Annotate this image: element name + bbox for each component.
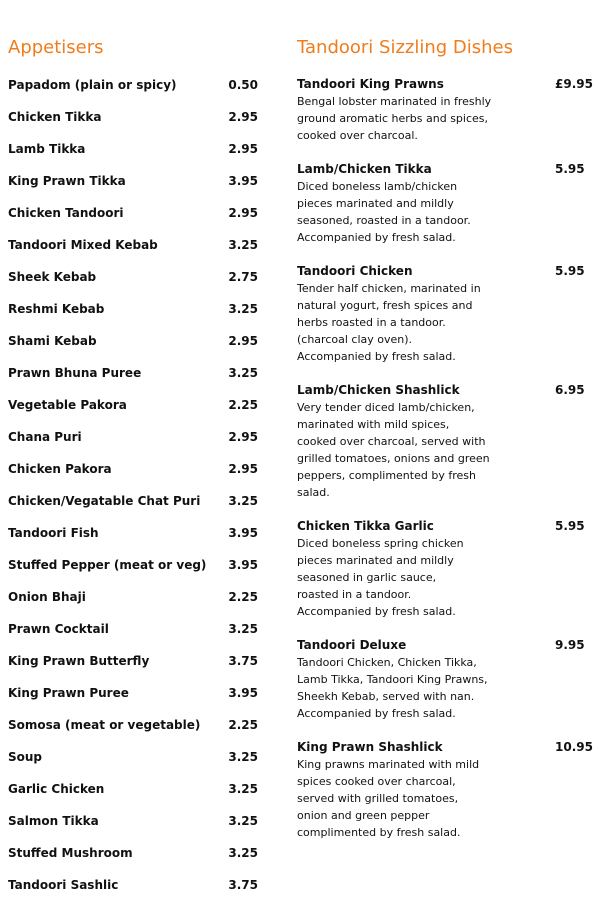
appetiser-price: 3.95 [228,526,258,540]
dish-name: Chicken Tikka Garlic [297,519,434,533]
appetiser-price: 3.95 [228,686,258,700]
appetiser-item [8,556,260,588]
appetisers-list [8,76,260,908]
appetiser-name: Tandoori Fish [8,526,99,540]
dish-name: King Prawn Shashlick [297,740,443,754]
appetiser-price: 2.95 [228,206,258,220]
appetiser-price: 2.25 [228,398,258,412]
tandoori-dish [297,637,593,722]
appetiser-price: 3.25 [228,494,258,508]
dish-description: Diced boneless spring chicken pieces marinated and mildly seasoned in garlic sauce, roasted in a tandoor. Accompanied by fresh salad. [297,537,464,618]
appetiser-name: King Prawn Tikka [8,174,126,188]
appetiser-item [8,364,260,396]
dish-description: Bengal lobster marinated in freshly ground aromatic herbs and spices, cooked over charcoal. [297,95,492,142]
appetiser-name: Chicken Tandoori [8,206,124,220]
appetiser-item [8,716,260,748]
appetiser-item [8,268,260,300]
dish-price: 5.95 [555,264,585,278]
dish-name: Tandoori King Prawns [297,77,444,91]
appetiser-price: 3.25 [228,782,258,796]
appetiser-price: 2.95 [228,110,258,124]
appetiser-price: 2.25 [228,590,258,604]
tandoori-dish [297,518,593,620]
dish-price: 5.95 [555,519,585,533]
dish-price: 5.95 [555,162,585,176]
appetiser-item [8,876,260,908]
appetiser-item [8,460,260,492]
appetiser-price: 3.25 [228,622,258,636]
appetiser-item [8,428,260,460]
appetiser-item [8,780,260,812]
appetiser-name: Chicken/Vegatable Chat Puri [8,494,201,508]
appetisers-title: Appetisers [8,37,104,58]
appetiser-name: King Prawn Butterfly [8,654,150,668]
appetiser-name: Tandoori Sashlic [8,878,119,892]
appetiser-item [8,620,260,652]
dish-price: 9.95 [555,638,585,652]
tandoori-dish [297,76,593,144]
dish-price: 6.95 [555,383,585,397]
appetiser-item [8,588,260,620]
appetiser-name: Sheek Kebab [8,270,97,284]
appetiser-item [8,748,260,780]
appetiser-item [8,172,260,204]
appetiser-item [8,812,260,844]
appetiser-item [8,652,260,684]
appetiser-price: 2.75 [228,270,258,284]
tandoori-list [297,76,593,858]
appetiser-price: 3.25 [228,302,258,316]
appetiser-item [8,300,260,332]
appetiser-name: Chana Puri [8,430,82,444]
appetiser-name: Onion Bhaji [8,590,86,604]
appetiser-name: Lamb Tikka [8,142,86,156]
dish-price: £9.95 [555,77,593,91]
appetiser-price: 3.25 [228,238,258,252]
appetiser-name: Reshmi Kebab [8,302,105,316]
appetiser-price: 3.95 [228,174,258,188]
appetiser-price: 2.95 [228,462,258,476]
appetiser-name: Tandoori Mixed Kebab [8,238,158,252]
dish-description: Tender half chicken, marinated in natural yogurt, fresh spices and herbs roasted in a tandoor. (charcoal clay oven). Accompanied by fresh salad. [297,282,481,363]
dish-name: Lamb/Chicken Shashlick [297,383,460,397]
appetiser-name: Chicken Tikka [8,110,102,124]
appetiser-price: 2.25 [228,718,258,732]
appetiser-price: 3.25 [228,814,258,828]
appetiser-name: King Prawn Puree [8,686,129,700]
appetiser-price: 3.95 [228,558,258,572]
appetiser-item [8,396,260,428]
appetiser-name: Stuffed Mushroom [8,846,133,860]
appetiser-name: Salmon Tikka [8,814,99,828]
appetiser-price: 3.75 [228,878,258,892]
tandoori-dish [297,739,593,841]
dish-name: Tandoori Chicken [297,264,413,278]
appetiser-name: Somosa (meat or vegetable) [8,718,201,732]
appetiser-price: 0.50 [228,78,258,92]
dish-description: Tandoori Chicken, Chicken Tikka, Lamb Tikka, Tandoori King Prawns, Sheekh Kebab, served with nan. Accompanied by fresh salad. [297,656,488,720]
appetiser-price: 3.75 [228,654,258,668]
appetiser-item [8,684,260,716]
appetiser-price: 3.25 [228,750,258,764]
appetiser-price: 2.95 [228,334,258,348]
appetiser-item [8,76,260,108]
tandoori-dish [297,263,593,365]
dish-price: 10.95 [555,740,593,754]
appetiser-item [8,492,260,524]
appetiser-price: 2.95 [228,142,258,156]
appetiser-name: Chicken Pakora [8,462,112,476]
appetiser-name: Prawn Cocktail [8,622,109,636]
appetiser-item [8,332,260,364]
dish-name: Tandoori Deluxe [297,638,407,652]
tandoori-dish [297,382,593,501]
appetiser-name: Vegetable Pakora [8,398,127,412]
appetiser-name: Garlic Chicken [8,782,105,796]
appetiser-item [8,204,260,236]
tandoori-dish [297,161,593,246]
dish-description: Very tender diced lamb/chicken, marinated with mild spices, cooked over charcoal, served with grilled tomatoes, onions and green peppers, complimented by fresh salad. [297,401,490,499]
appetiser-item [8,844,260,876]
dish-description: Diced boneless lamb/chicken pieces marinated and mildly seasoned, roasted in a tandoor. Accompanied by fresh salad. [297,180,471,244]
appetiser-item [8,108,260,140]
appetiser-name: Stuffed Pepper (meat or veg) [8,558,207,572]
appetiser-price: 3.25 [228,846,258,860]
appetiser-name: Soup [8,750,43,764]
dish-description: King prawns marinated with mild spices cooked over charcoal, served with grilled tomatoes, onion and green pepper complimented by fresh salad. [297,758,480,839]
appetiser-item [8,236,260,268]
appetiser-price: 3.25 [228,366,258,380]
appetiser-price: 2.95 [228,430,258,444]
appetiser-name: Prawn Bhuna Puree [8,366,142,380]
appetiser-item [8,524,260,556]
appetiser-item [8,140,260,172]
dish-name: Lamb/Chicken Tikka [297,162,432,176]
appetiser-name: Papadom (plain or spicy) [8,78,177,92]
appetiser-name: Shami Kebab [8,334,97,348]
tandoori-title: Tandoori Sizzling Dishes [297,37,514,58]
